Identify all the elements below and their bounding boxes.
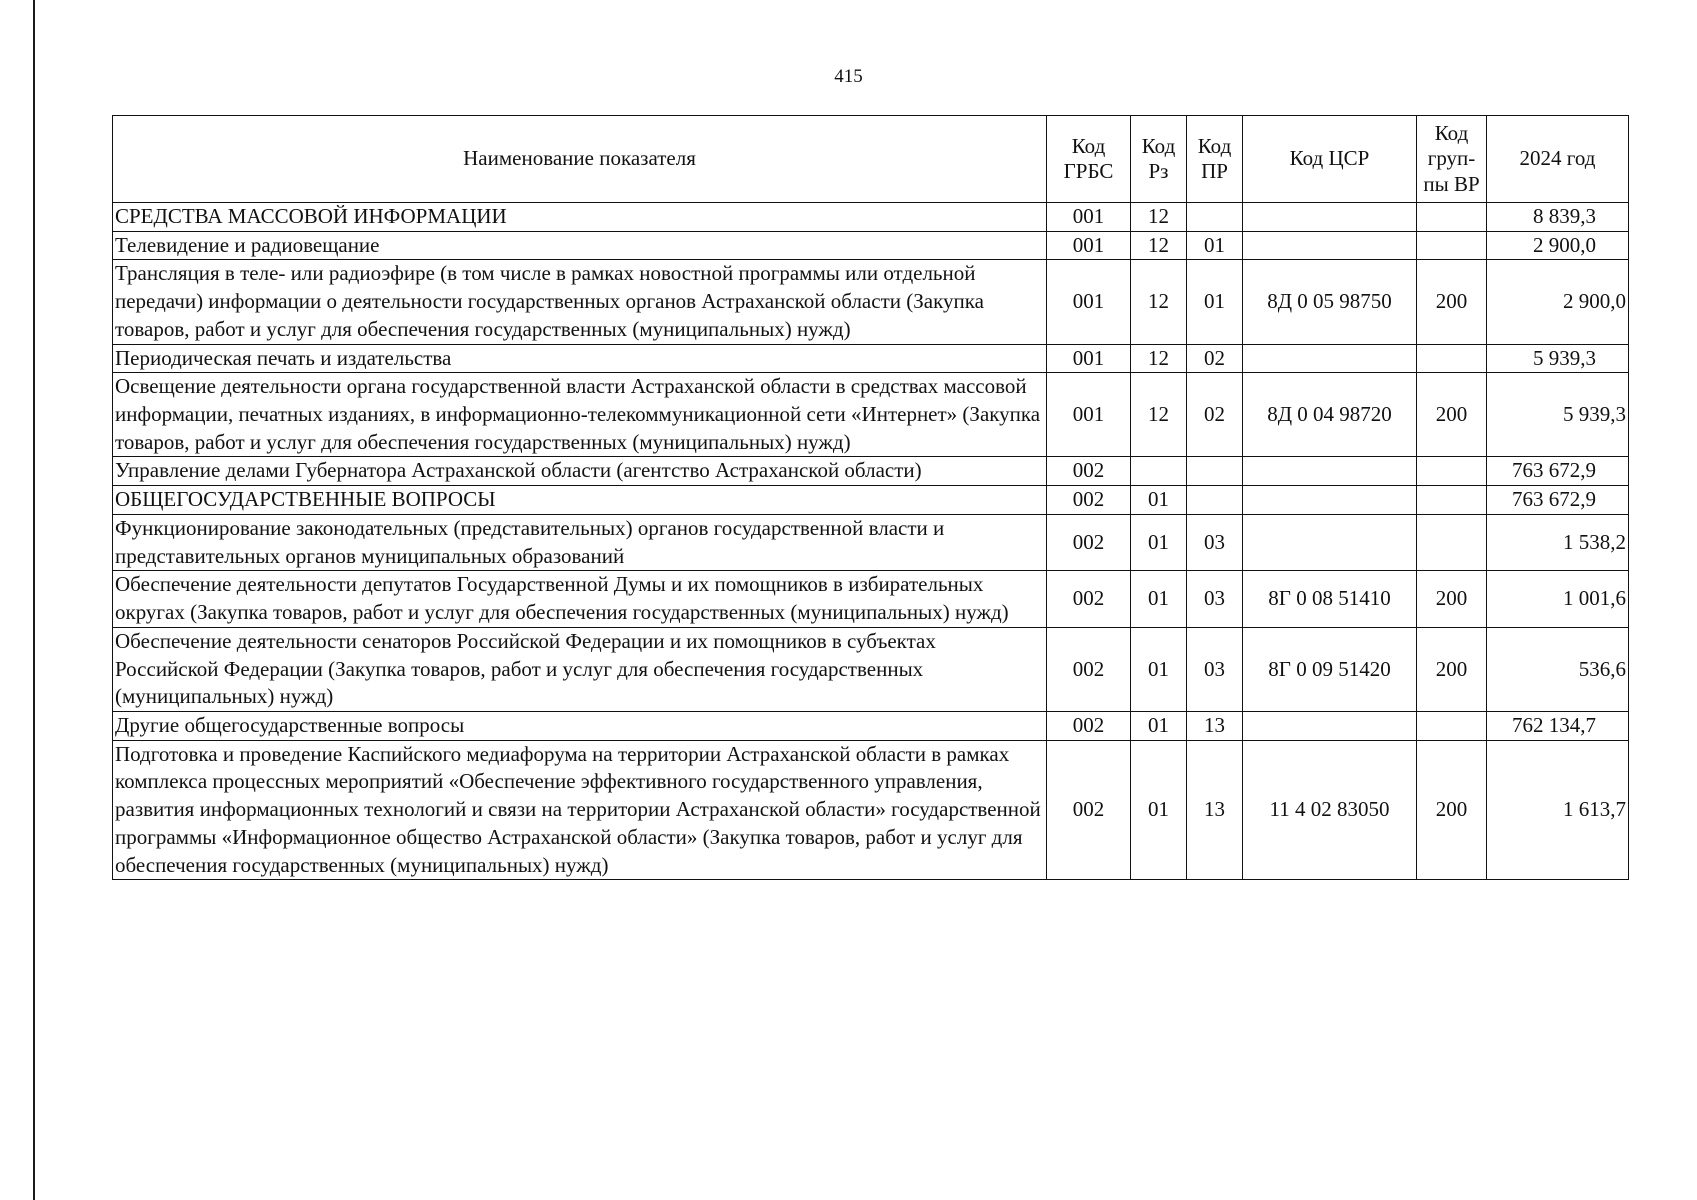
cell-amount: 536,6 bbox=[1487, 627, 1629, 711]
cell-grbs: 002 bbox=[1047, 627, 1131, 711]
cell-vr: 200 bbox=[1417, 373, 1487, 457]
cell-name: Освещение деятельности органа государственной власти Астраханской области в средствах массовой информации, печатных изданиях, в информационно-телекоммуникационной сети «Интернет» (Закупка товаров, работ и услуг для обеспечения государственных (муниципальных) нужд) bbox=[113, 373, 1047, 457]
cell-pr: 01 bbox=[1187, 260, 1243, 344]
cell-amount: 8 839,3 bbox=[1487, 203, 1629, 232]
cell-csr bbox=[1243, 514, 1417, 570]
cell-vr bbox=[1417, 231, 1487, 260]
cell-pr: 03 bbox=[1187, 571, 1243, 627]
cell-rz: 01 bbox=[1131, 514, 1187, 570]
cell-amount: 1 613,7 bbox=[1487, 740, 1629, 880]
budget-table bbox=[112, 115, 1629, 880]
cell-name: Обеспечение деятельности сенаторов Российской Федерации и их помощников в субъектах Российской Федерации (Закупка товаров, работ и услуг для обеспечения государственных (муниципальных) нужд) bbox=[113, 627, 1047, 711]
cell-grbs: 002 bbox=[1047, 740, 1131, 880]
table-row bbox=[113, 344, 1629, 373]
cell-vr bbox=[1417, 711, 1487, 740]
cell-pr: 02 bbox=[1187, 344, 1243, 373]
header-vr: Код груп-пы ВР bbox=[1417, 116, 1487, 203]
cell-grbs: 002 bbox=[1047, 457, 1131, 486]
cell-csr bbox=[1243, 486, 1417, 515]
cell-vr bbox=[1417, 486, 1487, 515]
header-csr: Код ЦСР bbox=[1243, 116, 1417, 203]
table-row bbox=[113, 231, 1629, 260]
cell-amount: 1 001,6 bbox=[1487, 571, 1629, 627]
header-year: 2024 год bbox=[1487, 116, 1629, 203]
cell-grbs: 002 bbox=[1047, 711, 1131, 740]
header-pr: Код ПР bbox=[1187, 116, 1243, 203]
cell-amount: 2 900,0 bbox=[1487, 260, 1629, 344]
table-row bbox=[113, 740, 1629, 880]
header-rz: Код Рз bbox=[1131, 116, 1187, 203]
cell-vr bbox=[1417, 457, 1487, 486]
cell-amount: 5 939,3 bbox=[1487, 344, 1629, 373]
cell-name: Трансляция в теле- или радиоэфире (в том числе в рамках новостной программы или отдельной передачи) информации о деятельности государственных органов Астраханской области (Закупка товаров, работ и услуг для обеспечения государственных (муниципальных) нужд) bbox=[113, 260, 1047, 344]
cell-vr: 200 bbox=[1417, 260, 1487, 344]
header-grbs: Код ГРБС bbox=[1047, 116, 1131, 203]
cell-name: Управление делами Губернатора Астраханской области (агентство Астраханской области) bbox=[113, 457, 1047, 486]
cell-rz: 01 bbox=[1131, 627, 1187, 711]
cell-amount: 763 672,9 bbox=[1487, 486, 1629, 515]
page-number: 415 bbox=[834, 66, 863, 87]
cell-name: Другие общегосударственные вопросы bbox=[113, 711, 1047, 740]
cell-grbs: 001 bbox=[1047, 203, 1131, 232]
cell-amount: 5 939,3 bbox=[1487, 373, 1629, 457]
cell-rz: 01 bbox=[1131, 740, 1187, 880]
cell-grbs: 002 bbox=[1047, 514, 1131, 570]
table-header-row bbox=[113, 116, 1629, 203]
table-row bbox=[113, 457, 1629, 486]
cell-amount: 2 900,0 bbox=[1487, 231, 1629, 260]
cell-rz: 01 bbox=[1131, 486, 1187, 515]
cell-vr: 200 bbox=[1417, 627, 1487, 711]
cell-name: Функционирование законодательных (представительных) органов государственной власти и представительных органов муниципальных образований bbox=[113, 514, 1047, 570]
cell-grbs: 001 bbox=[1047, 231, 1131, 260]
cell-pr: 13 bbox=[1187, 740, 1243, 880]
table-row bbox=[113, 514, 1629, 570]
cell-grbs: 001 bbox=[1047, 373, 1131, 457]
cell-rz: 12 bbox=[1131, 231, 1187, 260]
cell-pr bbox=[1187, 457, 1243, 486]
cell-grbs: 001 bbox=[1047, 344, 1131, 373]
cell-csr bbox=[1243, 344, 1417, 373]
table-row bbox=[113, 571, 1629, 627]
table-row bbox=[113, 373, 1629, 457]
cell-csr: 8Г 0 08 51410 bbox=[1243, 571, 1417, 627]
cell-grbs: 002 bbox=[1047, 486, 1131, 515]
cell-grbs: 001 bbox=[1047, 260, 1131, 344]
table-row bbox=[113, 627, 1629, 711]
cell-name: Подготовка и проведение Каспийского медиафорума на территории Астраханской области в рамках комплекса процессных мероприятий «Обеспечение эффективного государственного управления, развития информационных технологий и связи на территории Астраханской области» государственной программы «Информационное общество Астраханской области» (Закупка товаров, работ и услуг для обеспечения государственных (муниципальных) нужд) bbox=[113, 740, 1047, 880]
table-row bbox=[113, 711, 1629, 740]
cell-csr: 8Г 0 09 51420 bbox=[1243, 627, 1417, 711]
table-row bbox=[113, 260, 1629, 344]
table-row bbox=[113, 203, 1629, 232]
cell-name: Обеспечение деятельности депутатов Государственной Думы и их помощников в избирательных округах (Закупка товаров, работ и услуг для обеспечения государственных (муниципальных) нужд) bbox=[113, 571, 1047, 627]
cell-csr bbox=[1243, 457, 1417, 486]
cell-rz bbox=[1131, 457, 1187, 486]
cell-vr bbox=[1417, 514, 1487, 570]
header-name: Наименование показателя bbox=[113, 116, 1047, 203]
cell-amount: 1 538,2 bbox=[1487, 514, 1629, 570]
scan-edge-line bbox=[33, 0, 35, 1200]
cell-name: Периодическая печать и издательства bbox=[113, 344, 1047, 373]
cell-rz: 01 bbox=[1131, 571, 1187, 627]
cell-vr: 200 bbox=[1417, 740, 1487, 880]
cell-pr: 01 bbox=[1187, 231, 1243, 260]
cell-rz: 01 bbox=[1131, 711, 1187, 740]
cell-csr: 11 4 02 83050 bbox=[1243, 740, 1417, 880]
cell-rz: 12 bbox=[1131, 260, 1187, 344]
cell-rz: 12 bbox=[1131, 203, 1187, 232]
cell-csr bbox=[1243, 711, 1417, 740]
cell-csr bbox=[1243, 203, 1417, 232]
table-row bbox=[113, 486, 1629, 515]
cell-vr bbox=[1417, 344, 1487, 373]
cell-csr: 8Д 0 05 98750 bbox=[1243, 260, 1417, 344]
cell-name: Телевидение и радиовещание bbox=[113, 231, 1047, 260]
cell-amount: 763 672,9 bbox=[1487, 457, 1629, 486]
cell-pr bbox=[1187, 203, 1243, 232]
cell-rz: 12 bbox=[1131, 344, 1187, 373]
cell-rz: 12 bbox=[1131, 373, 1187, 457]
cell-vr: 200 bbox=[1417, 571, 1487, 627]
cell-pr: 03 bbox=[1187, 627, 1243, 711]
cell-pr: 03 bbox=[1187, 514, 1243, 570]
cell-name: СРЕДСТВА МАССОВОЙ ИНФОРМАЦИИ bbox=[113, 203, 1047, 232]
cell-pr: 13 bbox=[1187, 711, 1243, 740]
cell-name: ОБЩЕГОСУДАРСТВЕННЫЕ ВОПРОСЫ bbox=[113, 486, 1047, 515]
cell-grbs: 002 bbox=[1047, 571, 1131, 627]
cell-csr: 8Д 0 04 98720 bbox=[1243, 373, 1417, 457]
cell-vr bbox=[1417, 203, 1487, 232]
cell-csr bbox=[1243, 231, 1417, 260]
cell-pr: 02 bbox=[1187, 373, 1243, 457]
cell-amount: 762 134,7 bbox=[1487, 711, 1629, 740]
cell-pr bbox=[1187, 486, 1243, 515]
